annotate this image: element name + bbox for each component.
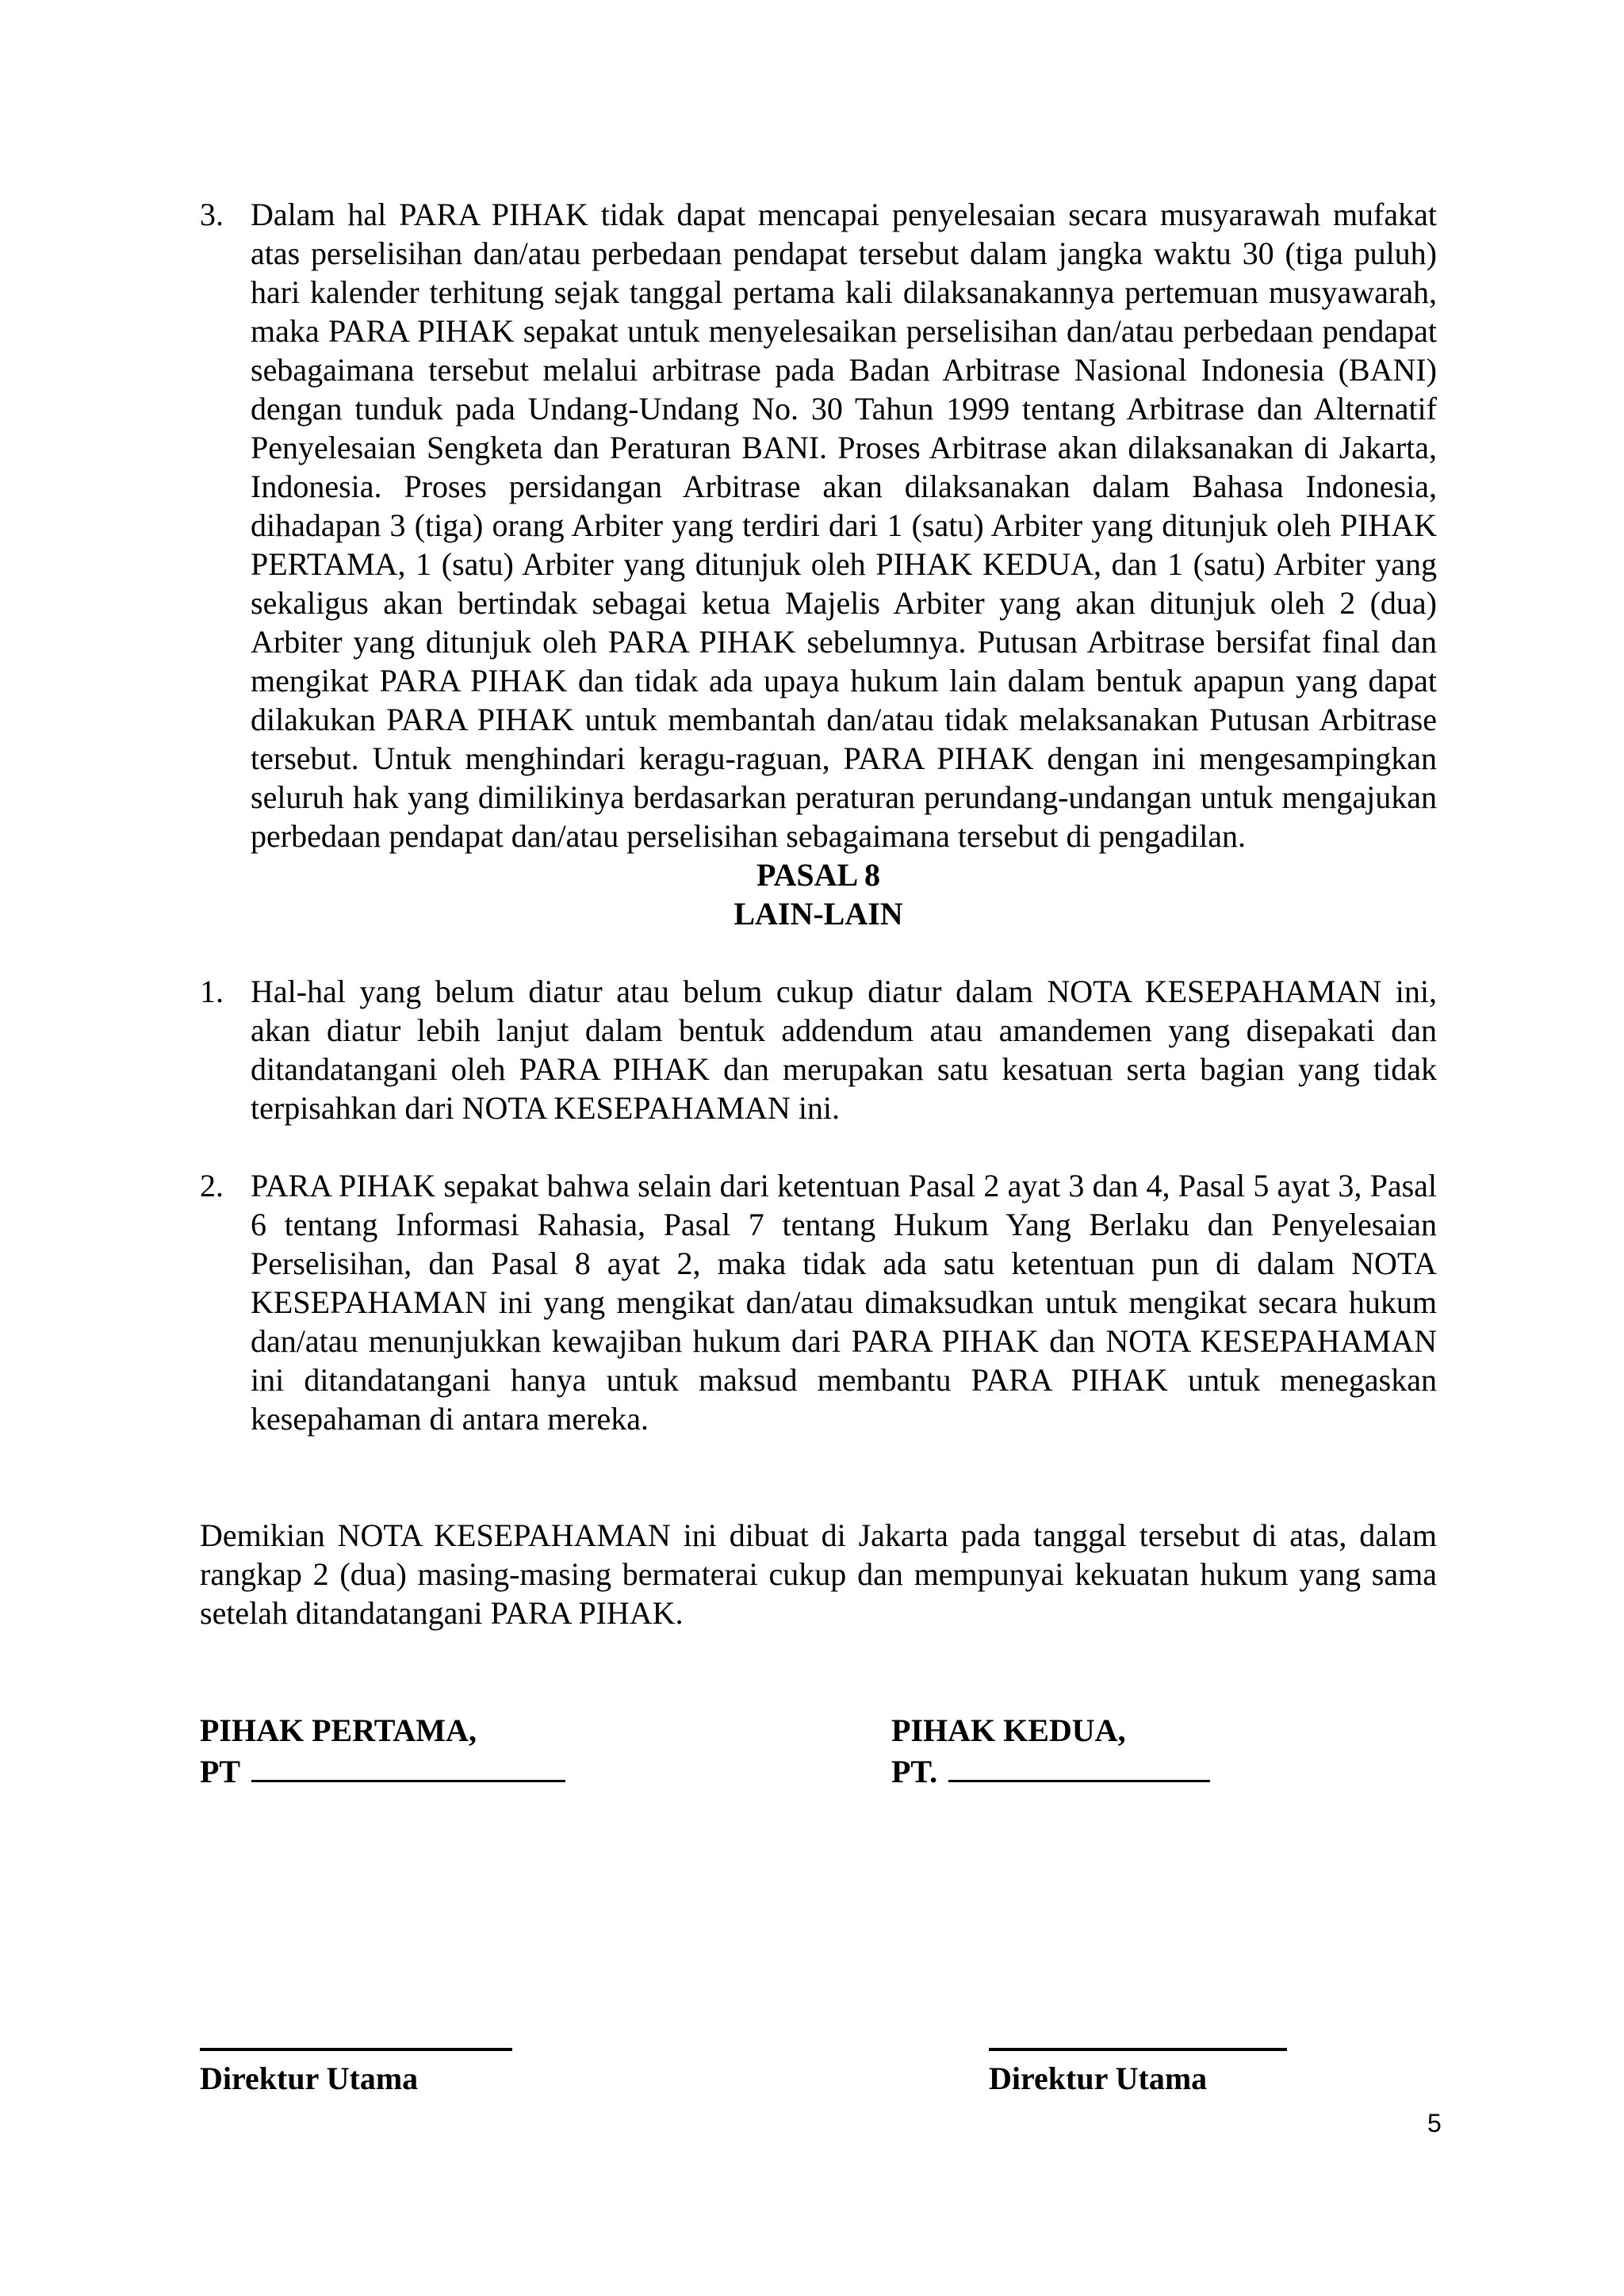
first-party-company-blank bbox=[251, 1750, 565, 1782]
closing-statement: Demikian NOTA KESEPAHAMAN ini dibuat di Jakarta pada tanggal tersebut di atas, dalam rangkap 2 (dua) masing-masing bermaterai cukup dan mempunyai kekuatan hukum yang sama setelah ditandatangani PARA PIHAK. bbox=[200, 1517, 1437, 1631]
list-item-number: 1. bbox=[200, 974, 224, 1009]
list-item-text: PARA PIHAK sepakat bahwa selain dari ketentuan Pasal 2 ayat 3 dan 4, Pasal 5 ayat 3, Pasal 6 tentang Informasi Rahasia, Pasal 7 tentang Hukum Yang Berlaku dan Penyelesaian Perselisihan, dan Pasal 8 ayat 2, maka tidak ada satu ketentuan pun di dalam NOTA KESEPAHAMAN ini yang mengikat dan/atau dimaksudkan untuk mengikat secara hukum dan/atau menunjukkan kewajiban hukum dari PARA PIHAK dan NOTA KESEPAHAMAN ini ditandatangani hanya untuk maksud membantu PARA PIHAK untuk menegaskan kesepahaman di antara mereka. bbox=[251, 1168, 1437, 1437]
second-party-title: PIHAK KEDUA, bbox=[891, 1712, 1126, 1748]
list-item-number: 2. bbox=[200, 1168, 224, 1203]
page-number: 5 bbox=[1427, 2109, 1442, 2137]
first-party-company-prefix: PT bbox=[200, 1754, 241, 1789]
first-party-company bbox=[200, 1750, 565, 1791]
second-party-company-blank bbox=[948, 1750, 1210, 1782]
section-subtitle: LAIN-LAIN bbox=[733, 896, 903, 932]
second-party-role: Direktur Utama bbox=[989, 2061, 1208, 2096]
list-item-text: Hal-hal yang belum diatur atau belum cukup diatur dalam NOTA KESEPAHAMAN ini, akan diatur lebih lanjut dalam bentuk addendum atau amandemen yang disepakati dan ditandatangani oleh PARA PIHAK dan merupakan satu kesatuan serta bagian yang tidak terpisahkan dari NOTA KESEPAHAMAN ini. bbox=[251, 974, 1437, 1126]
list-item bbox=[200, 1166, 1437, 1438]
second-party-signature-line bbox=[989, 2048, 1287, 2051]
section-heading-block bbox=[200, 855, 1437, 933]
section-title: PASAL 8 bbox=[756, 857, 880, 893]
document-body bbox=[200, 195, 1437, 1632]
second-party-company-prefix: PT. bbox=[891, 1754, 938, 1789]
list-item bbox=[200, 972, 1437, 1127]
second-party-company bbox=[891, 1750, 1210, 1791]
paragraph-3-text: Dalam hal PARA PIHAK tidak dapat mencapai penyelesaian secara musyarawah mufakat atas perselisihan dan/atau perbedaan pendapat tersebut dalam jangka waktu 30 (tiga puluh) hari kalender terhitung sejak tanggal pertama kali dilaksanakannya pertemuan musyawarah, maka PARA PIHAK sepakat untuk menyelesaikan perselisihan dan/atau perbedaan pendapat sebagaimana tersebut melalui arbitrase pada Badan Arbitrase Nasional Indonesia (BANI) dengan tunduk pada Undang-Undang No. 30 Tahun 1999 tentang Arbitrase dan Alternatif Penyelesaian Sengketa dan Peraturan BANI. Proses Arbitrase akan dilaksanakan di Jakarta, Indonesia. Proses persidangan Arbitrase akan dilaksanakan dalam Bahasa Indonesia, dihadapan 3 (tiga) orang Arbiter yang terdiri dari 1 (satu) Arbiter yang ditunjuk oleh PIHAK PERTAMA, 1 (satu) Arbiter yang ditunjuk oleh PIHAK KEDUA, dan 1 (satu) Arbiter yang sekaligus akan bertindak sebagai ketua Majelis Arbiter yang akan ditunjuk oleh 2 (dua) Arbiter yang ditunjuk oleh PARA PIHAK sebelumnya. Putusan Arbitrase bersifat final dan mengikat PARA PIHAK dan tidak ada upaya hukum lain dalam bentuk apapun yang dapat dilakukan PARA PIHAK untuk membantah dan/atau tidak melaksanakan Putusan Arbitrase tersebut. Untuk menghindari keragu-raguan, PARA PIHAK dengan ini mengesampingkan seluruh hak yang dimilikinya berdasarkan peraturan perundang-undangan untuk mengajukan perbedaan pendapat dan/atau perselisihan sebagaimana tersebut di pengadilan. bbox=[251, 197, 1437, 854]
section-items bbox=[200, 972, 1437, 1438]
paragraph-3 bbox=[200, 195, 1437, 855]
first-party-role: Direktur Utama bbox=[200, 2061, 419, 2096]
first-party-signature-line bbox=[200, 2048, 512, 2051]
first-party-title: PIHAK PERTAMA, bbox=[200, 1712, 477, 1748]
paragraph-3-number: 3. bbox=[200, 197, 224, 232]
